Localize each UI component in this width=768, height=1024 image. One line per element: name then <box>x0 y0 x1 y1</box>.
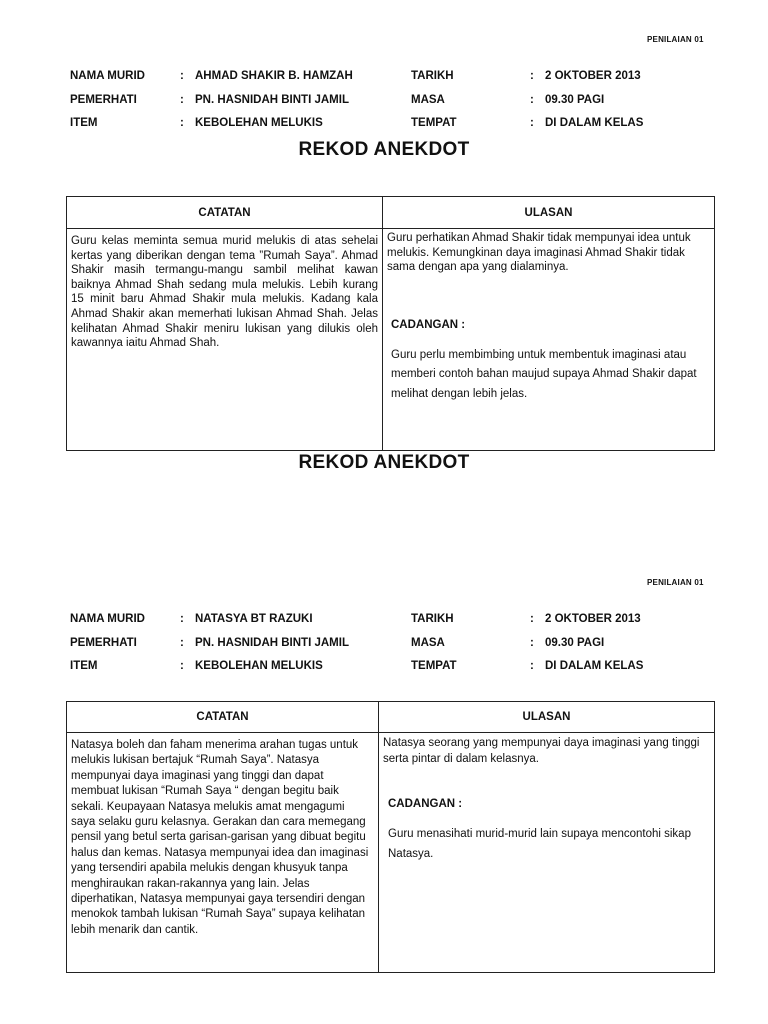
cadangan-label: CADANGAN : <box>391 318 466 331</box>
colon: : <box>530 117 534 129</box>
place-value: DI DALAM KELAS <box>545 660 644 672</box>
assessment-code: PENILAIAN 01 <box>647 35 704 44</box>
observer-value: PN. HASNIDAH BINTI JAMIL <box>195 94 349 106</box>
student-name-value: NATASYA BT RAZUKI <box>195 613 313 625</box>
colon: : <box>530 613 534 625</box>
place-value: DI DALAM KELAS <box>545 117 644 129</box>
ulasan-header: ULASAN <box>383 197 715 229</box>
student-name-label: NAMA MURID <box>70 70 145 82</box>
student-name-value: AHMAD SHAKIR B. HAMZAH <box>195 70 353 82</box>
time-label: MASA <box>411 94 445 106</box>
time-value: 09.30 PAGI <box>545 94 605 106</box>
place-label: TEMPAT <box>411 117 457 129</box>
catatan-text: Guru kelas meminta semua murid melukis di atas sehelai kertas yang diberikan dengan tema ”Rumah Saya”. Ahmad Shakir masih termangu-mangu sambil melihat kawan baiknya Ahmad Shah sedang mula melukis. Lebih kurang 15 minit baru Ahmad Shakir mula melukis. Kadang kala Ahmad Shakir akan memerhati lukisan Ahmad Shah. Jelas kelihatan Ahmad Shakir meniru lukisan yang dilukis oleh kawannya iaitu Ahmad Shah. <box>71 235 378 350</box>
item-value: KEBOLEHAN MELUKIS <box>195 660 323 672</box>
cadangan-label: CADANGAN : <box>388 798 463 810</box>
item-value: KEBOLEHAN MELUKIS <box>195 117 323 129</box>
assessment-code: PENILAIAN 01 <box>647 578 704 587</box>
time-value: 09.30 PAGI <box>545 637 605 649</box>
anecdote-table-2 <box>66 701 715 973</box>
time-label: MASA <box>411 637 445 649</box>
date-value: 2 OKTOBER 2013 <box>545 613 641 625</box>
catatan-cell <box>67 733 379 973</box>
place-label: TEMPAT <box>411 660 457 672</box>
date-label: TARIKH <box>411 613 454 625</box>
catatan-header: CATATAN <box>67 702 379 733</box>
ulasan-cell <box>383 229 715 451</box>
catatan-text: Natasya boleh dan faham menerima arahan tugas untuk melukis lukisan bertajuk “Rumah Saya”. Natasya mempunyai daya imaginasi yang tinggi dan dapat membuat lukisan “Rumah Saya “ dengan begitu baik sekali. Keupayaan Natasya melukis amat mengagumi saya selaku guru kelasnya. Gerakan dan cara memegang pensil yang betul serta garisan-garisan yang dibuat begitu halus dan kemas. Natasya mempunyai idea dan imaginasi yang tersendiri apabila melukis dengan khusyuk tanpa menghiraukan rakan-rakannya yang lain. Jelas diperhatikan, Natasya mempunyai gaya tersendiri dengan menokok tambah lukisan “Rumah Saya” supaya kelihatan lebih menarik dan cantik. <box>71 739 369 936</box>
colon: : <box>180 613 184 625</box>
colon: : <box>530 70 534 82</box>
item-label: ITEM <box>70 117 98 129</box>
colon: : <box>180 660 184 672</box>
colon: : <box>180 70 184 82</box>
anecdote-table <box>66 196 715 451</box>
record-title-2: REKOD ANEKDOT <box>298 452 470 473</box>
ulasan-text: Guru perhatikan Ahmad Shakir tidak mempunyai idea untuk melukis. Kemungkinan daya imaginasi Ahmad Shakir tidak sama dengan apa yang dialaminya. <box>387 232 691 274</box>
date-label: TARIKH <box>411 70 454 82</box>
observer-value: PN. HASNIDAH BINTI JAMIL <box>195 637 349 649</box>
item-label: ITEM <box>70 660 98 672</box>
colon: : <box>180 94 184 106</box>
colon: : <box>180 637 184 649</box>
colon: : <box>180 117 184 129</box>
student-name-label: NAMA MURID <box>70 613 145 625</box>
record-title: REKOD ANEKDOT <box>298 139 470 160</box>
ulasan-header: ULASAN <box>379 702 715 733</box>
observer-label: PEMERHATI <box>70 637 137 649</box>
cadangan-text: Guru menasihati murid-murid lain supaya mencontohi sikap Natasya. <box>388 828 691 860</box>
colon: : <box>530 94 534 106</box>
date-value: 2 OKTOBER 2013 <box>545 70 641 82</box>
catatan-header: CATATAN <box>67 197 383 229</box>
observer-label: PEMERHATI <box>70 94 137 106</box>
ulasan-cell <box>379 733 715 973</box>
colon: : <box>530 637 534 649</box>
ulasan-text: Natasya seorang yang mempunyai daya imaginasi yang tinggi serta pintar di dalam kelasnya. <box>383 737 700 765</box>
cadangan-text: Guru perlu membimbing untuk membentuk imaginasi atau memberi contoh bahan maujud supaya Ahmad Shakir dapat melihat dengan lebih jelas. <box>391 348 697 400</box>
catatan-cell <box>67 229 383 451</box>
colon: : <box>530 660 534 672</box>
